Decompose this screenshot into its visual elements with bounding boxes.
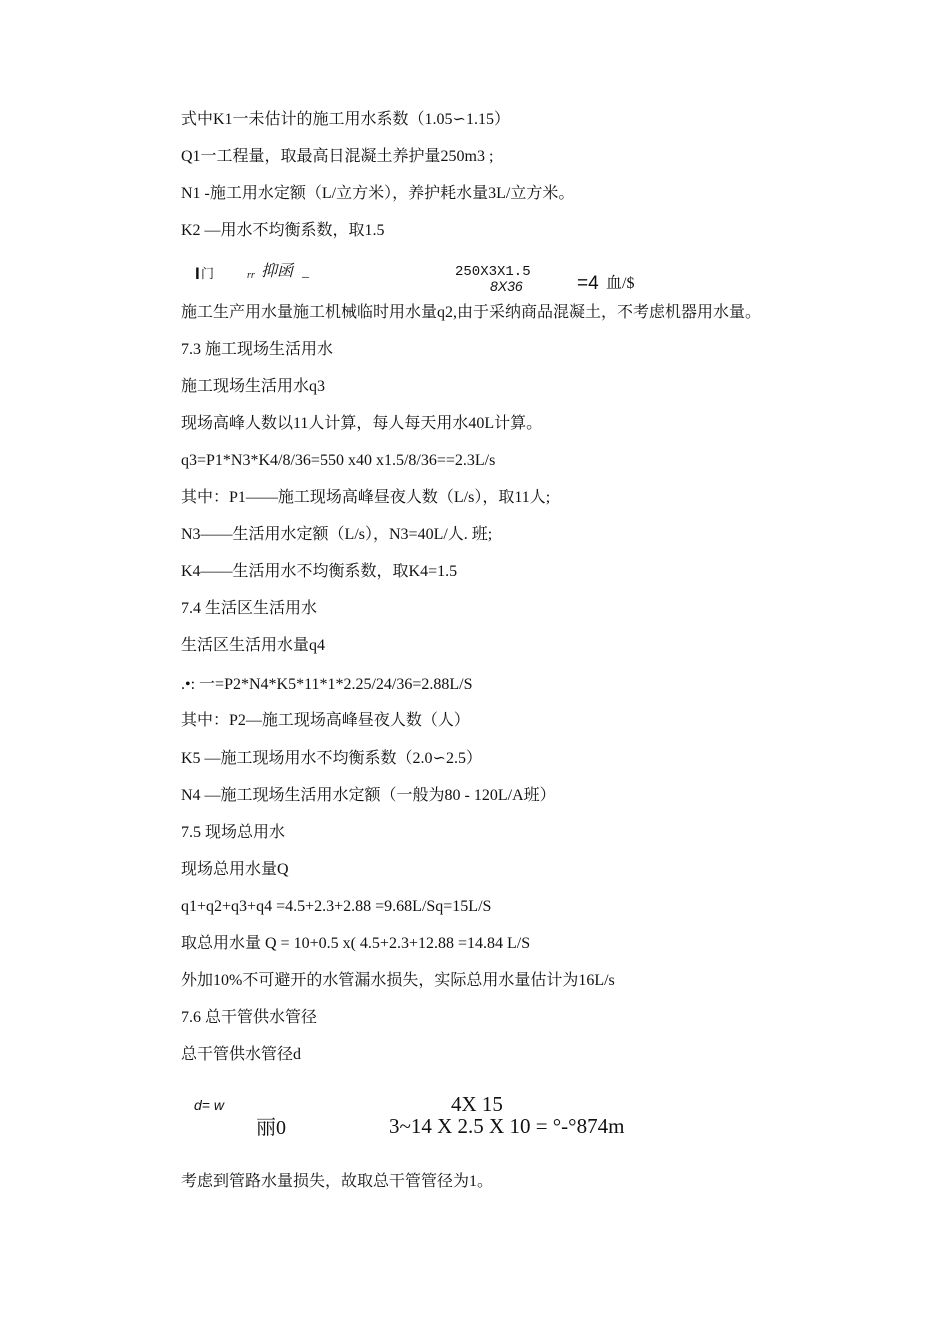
formula-sqrt-glyph: 丽0 — [256, 1117, 286, 1139]
text-line: 考虑到管路水量损失，故取总干管管径为1。 — [181, 1173, 494, 1190]
text-line: 施工生产用水量施工机械临时用水量q2,由于采纳商品混凝土，不考虑机器用水量。 — [181, 304, 762, 321]
section-heading: 7.4 生活区生活用水 — [181, 600, 318, 617]
section-heading: 7.5 现场总用水 — [181, 824, 286, 841]
text-line: 其中：P1——施工现场高峰昼夜人数（L/s），取11人; — [181, 489, 551, 506]
text-line: K4——生活用水不均衡系数，取K4=1.5 — [181, 563, 458, 580]
formula-denominator: 3~14 X 2.5 X 10 = °-°874m — [389, 1114, 625, 1138]
text-line: N1 -施工用水定额（L/立方米），养护耗水量3L/立方米。 — [181, 185, 575, 202]
text-line: K5 —施工现场用水不均衡系数（2.0∽2.5） — [181, 750, 482, 767]
formula-numerator: 250X3X1.5 — [455, 264, 531, 280]
text-line: 总干管供水管径d — [181, 1046, 302, 1063]
formula-rr: rr — [247, 270, 255, 281]
formula-result-unit: 血/$ — [606, 275, 635, 292]
text-line: Q1一工程量，取最高日混凝土养护量250m3 ; — [181, 148, 494, 165]
section-heading: 7.6 总干管供水管径 — [181, 1009, 318, 1026]
section-heading: 7.3 施工现场生活用水 — [181, 341, 334, 358]
text-line: q3=P1*N3*K4/8/36=550 x40 x1.5/8/36==2.3L/s — [181, 452, 496, 469]
formula-numerator: 4X 15 — [451, 1092, 503, 1116]
formula-result-value: =4 — [577, 273, 599, 294]
text-line: 式中K1一未估计的施工用水系数（1.05∽1.15） — [181, 111, 510, 128]
text-line: K2 —用水不均衡系数，取1.5 — [181, 222, 385, 239]
text-line: q1+q2+q3+q4 =4.5+2.3+2.88 =9.68L/Sq=15L/S — [181, 898, 492, 915]
text-line: N4 —施工现场生活用水定额（一般为80 - 120L/A班） — [181, 787, 556, 804]
text-line: N3——生活用水定额（L/s），N3=40L/人. 班; — [181, 526, 493, 543]
formula-lhs: d= w — [194, 1097, 224, 1113]
text-line: 其中：P2—施工现场高峰昼夜人数（人） — [181, 712, 470, 729]
formula-denominator: 8X36 — [490, 278, 523, 294]
text-line: 外加10%不可避开的水管漏水损失，实际总用水量估计为16L/s — [181, 972, 615, 989]
text-line: 生活区生活用水量q4 — [181, 637, 326, 654]
formula-underscore: _ — [302, 265, 309, 280]
formula-bar: I — [195, 264, 200, 283]
text-line: .•: 一=P2*N4*K5*11*1*2.25/24/36=2.88L/S — [181, 676, 473, 693]
text-line: 取总用水量 Q = 10+0.5 x( 4.5+2.3+12.88 =14.84 L/S — [181, 935, 531, 952]
formula-func: 抑函 — [261, 263, 294, 280]
text-line: 施工现场生活用水q3 — [181, 378, 326, 395]
text-line: 现场总用水量Q — [181, 861, 289, 878]
text-line: 现场高峰人数以11人计算，每人每天用水40L计算。 — [181, 415, 543, 432]
formula-box-glyph: 门 — [201, 266, 215, 281]
